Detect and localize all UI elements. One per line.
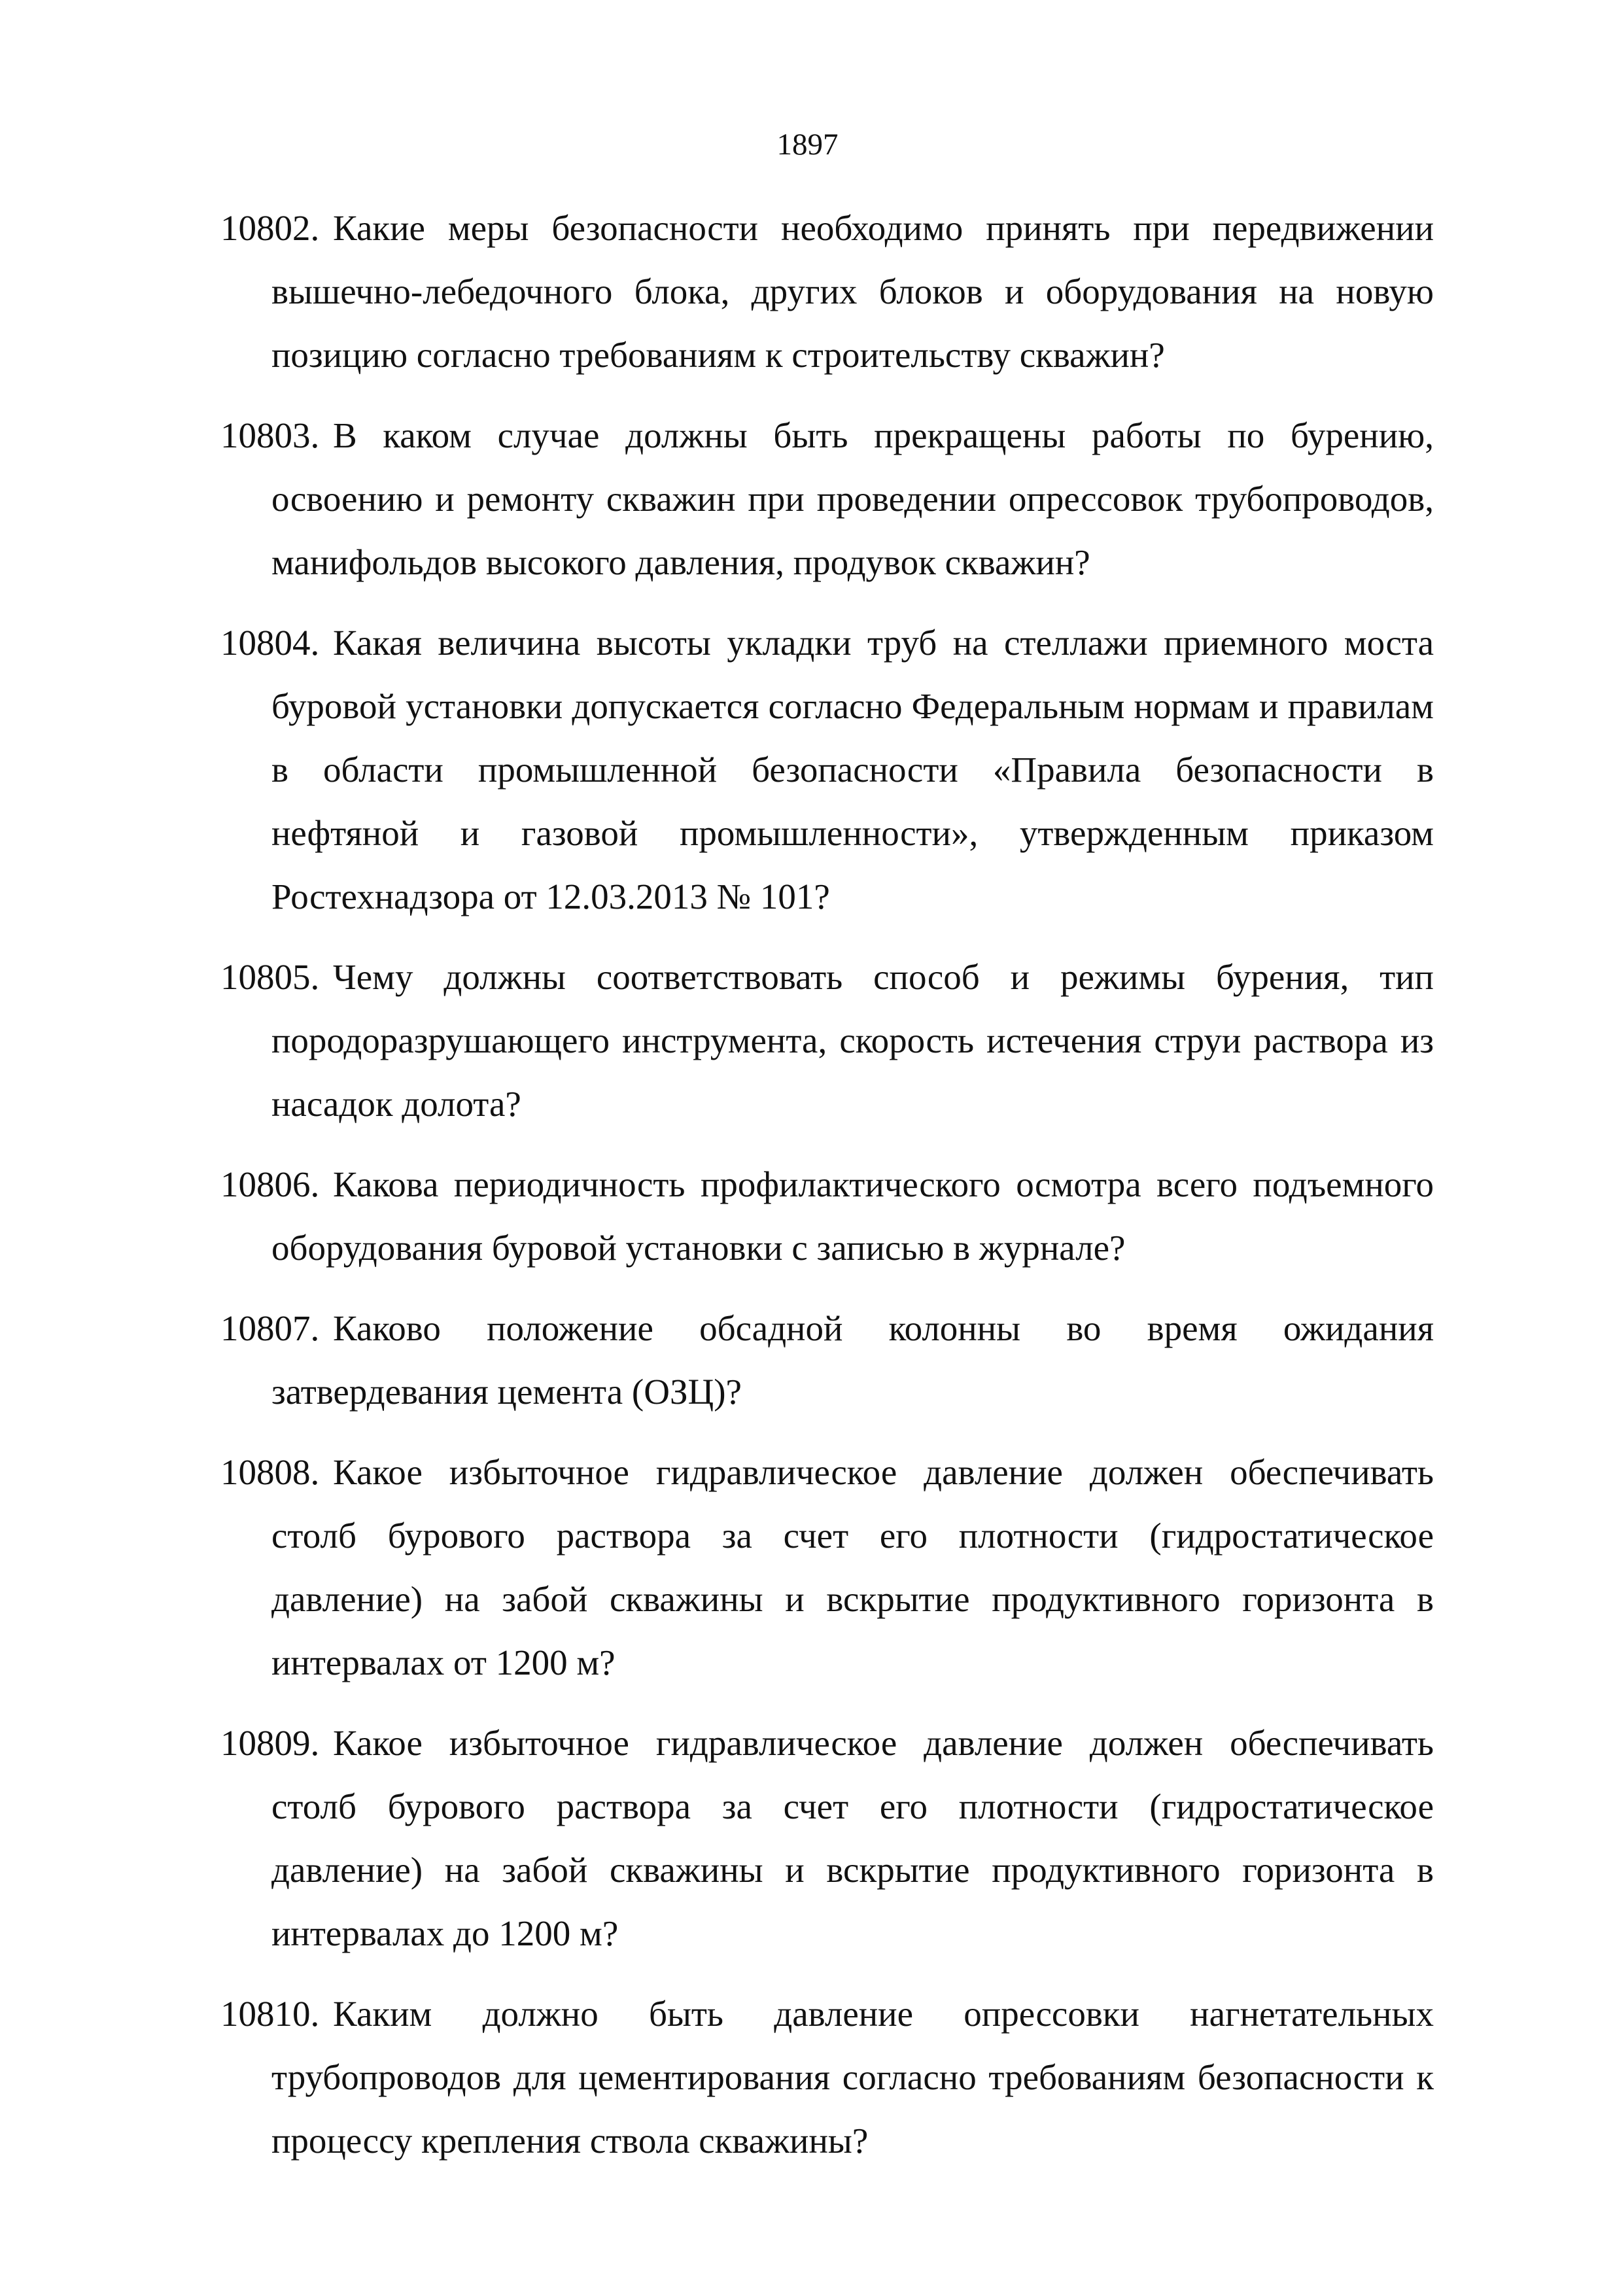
question-text: Чему должны соответствовать способ и режимы бурения, тип породоразрушающего инструмента, скорость истечения струи раствора из насадок долота? <box>271 957 1434 1124</box>
page-number: 1897 <box>776 128 839 162</box>
question-text: Каково положение обсадной колонны во время ожидания затвердевания цемента (ОЗЦ)? <box>271 1308 1434 1412</box>
question-item <box>220 945 1434 1136</box>
question-item <box>220 404 1434 594</box>
question-item <box>220 1982 1434 2172</box>
question-number: 10809. <box>220 1723 320 1763</box>
question-item <box>220 611 1434 928</box>
question-number: 10803. <box>220 415 320 455</box>
question-number: 10806. <box>220 1164 320 1204</box>
question-item <box>220 1296 1434 1423</box>
question-text: Какая величина высоты укладки труб на стеллажи приемного моста буровой установки допускается согласно Федеральным нормам и правилам в области промышленной безопасности «Правила безопасности в нефтяной и газовой промышленности», утвержденным приказом Ростехнадзора от 12.03.2013 № 101? <box>271 623 1434 916</box>
question-text: В каком случае должны быть прекращены работы по бурению, освоению и ремонту скважин при проведении опрессовок трубопроводов, манифольдов высокого давления, продувок скважин? <box>271 415 1434 582</box>
question-number: 10802. <box>220 208 320 248</box>
question-number: 10805. <box>220 957 320 997</box>
question-text: Каким должно быть давление опрессовки нагнетательных трубопроводов для цементирования согласно требованиям безопасности к процессу крепления ствола скважины? <box>271 1994 1434 2161</box>
question-text: Какое избыточное гидравлическое давление должен обеспечивать столб бурового раствора за счет его плотности (гидростатическое давление) на забой скважины и вскрытие продуктивного горизонта в интервалах до 1200 м? <box>271 1723 1434 1953</box>
question-number: 10808. <box>220 1452 320 1492</box>
question-item <box>220 1711 1434 1965</box>
question-text: Какие меры безопасности необходимо принять при передвижении вышечно-лебедочного блока, других блоков и оборудования на новую позицию согласно требованиям к строительству скважин? <box>271 208 1434 375</box>
question-item <box>220 196 1434 387</box>
question-text: Какова периодичность профилактического осмотра всего подъемного оборудования буровой установки с записью в журнале? <box>271 1164 1434 1268</box>
question-number: 10810. <box>220 1994 320 2034</box>
question-list <box>220 196 1434 2189</box>
question-item <box>220 1153 1434 1279</box>
question-number: 10804. <box>220 623 320 663</box>
question-number: 10807. <box>220 1308 320 1348</box>
question-item <box>220 1440 1434 1694</box>
question-text: Какое избыточное гидравлическое давление должен обеспечивать столб бурового раствора за счет его плотности (гидростатическое давление) на забой скважины и вскрытие продуктивного горизонта в интервалах от 1200 м? <box>271 1452 1434 1682</box>
